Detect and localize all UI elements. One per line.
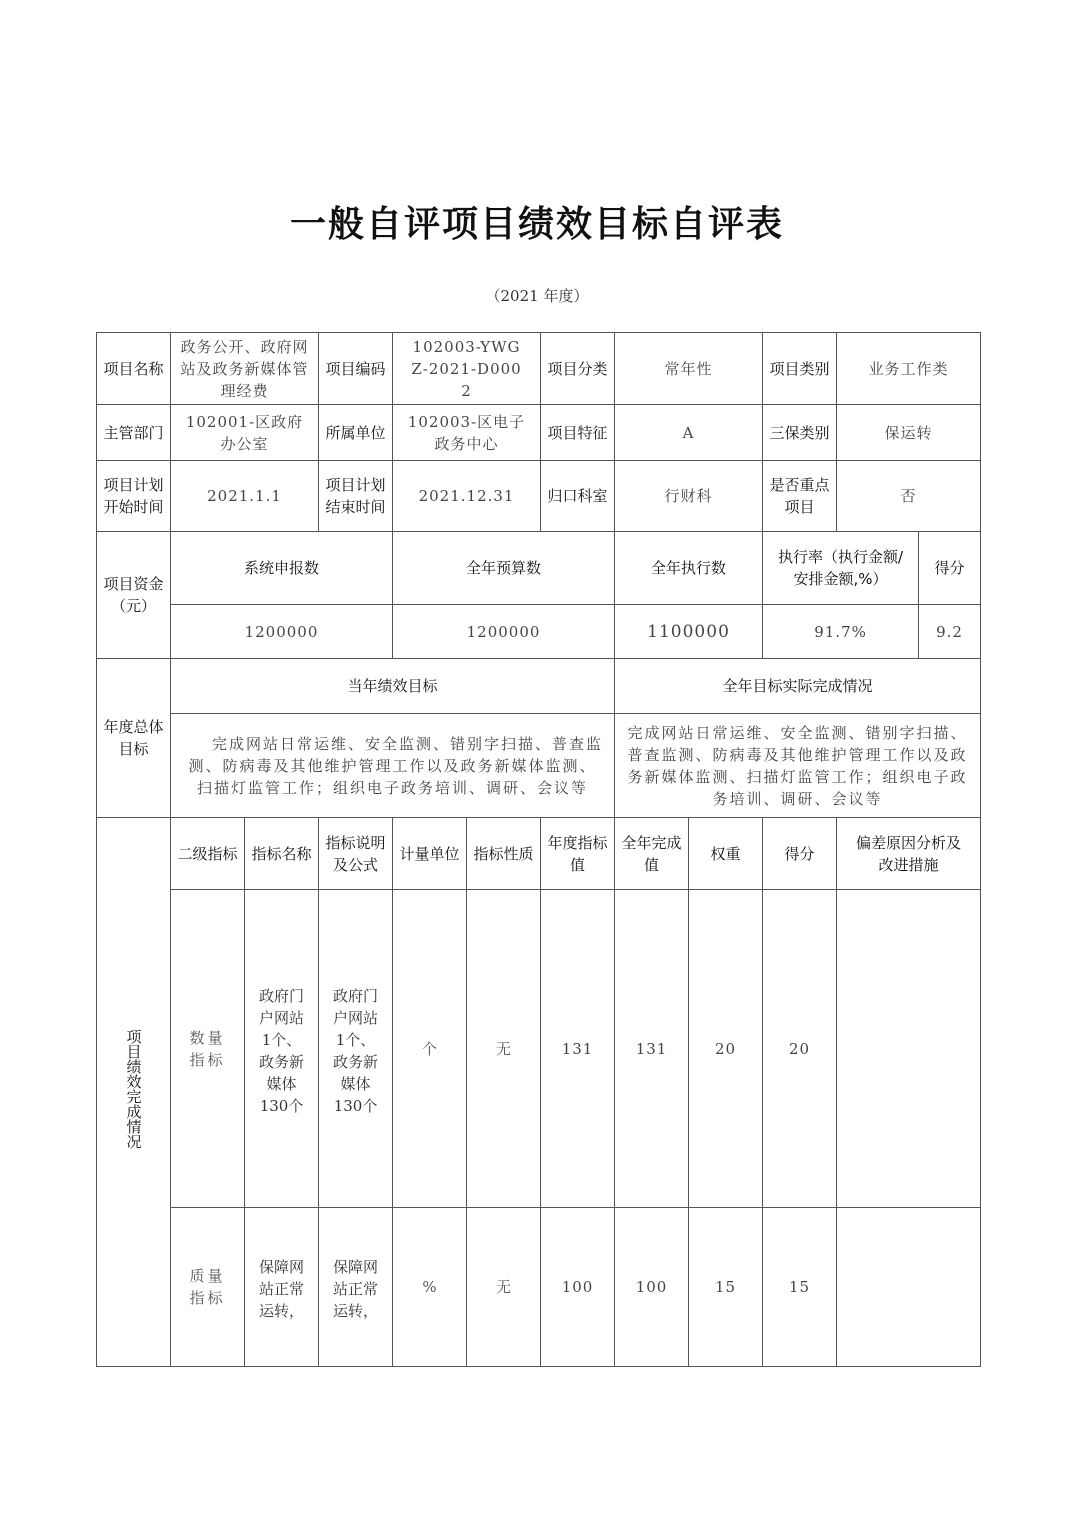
- row-nature: 无: [467, 890, 541, 1208]
- col-header-target: 年度指标值: [541, 818, 615, 890]
- project-name-label: 项目名称: [97, 333, 171, 405]
- row-nature: 无: [467, 1208, 541, 1367]
- row-target: 131: [541, 890, 615, 1208]
- feature-label: 项目特征: [541, 405, 615, 461]
- start-date-label: 项目计划开始时间: [97, 461, 171, 532]
- evaluation-table: [96, 332, 981, 1367]
- col-header-name: 指标名称: [245, 818, 319, 890]
- funds-header-executed: 全年执行数: [615, 532, 763, 605]
- row-indicator-name: 保障网站正常运转，: [245, 1208, 319, 1367]
- end-date-label: 项目计划结束时间: [319, 461, 393, 532]
- unit-value: 102003-区电子政务中心: [393, 405, 541, 461]
- row-level2: 数量指标: [171, 890, 245, 1208]
- actual-text: 完成网站日常运维、安全监测、错别字扫描、普查监测、防病毒及其他维护管理工作以及政务新媒体监测、扫描灯监管工作；组织电子政务培训、调研、会议等: [615, 714, 981, 818]
- info-row-1: [97, 333, 981, 405]
- col-header-actual: 全年完成值: [615, 818, 689, 890]
- row-unit: %: [393, 1208, 467, 1367]
- funds-header-rate: 执行率（执行金额/安排金额,%）: [763, 532, 919, 605]
- office-value: 行财科: [615, 461, 763, 532]
- goal-header-row: [97, 659, 981, 714]
- project-name-value: 政务公开、政府网站及政务新媒体管理经费: [171, 333, 319, 405]
- col-header-level2: 二级指标: [171, 818, 245, 890]
- col-header-unit: 计量单位: [393, 818, 467, 890]
- funds-header-score: 得分: [919, 532, 981, 605]
- office-label: 归口科室: [541, 461, 615, 532]
- funds-header-budget: 全年预算数: [393, 532, 615, 605]
- row-score: 20: [763, 890, 837, 1208]
- table-row: [97, 1208, 981, 1367]
- row-deviation: [837, 890, 981, 1208]
- row-indicator-desc: 保障网站正常运转，: [319, 1208, 393, 1367]
- row-deviation: [837, 1208, 981, 1367]
- row-indicator-desc: 政府门户网站1个、政务新媒体130个: [319, 890, 393, 1208]
- col-header-weight: 权重: [689, 818, 763, 890]
- feature-value: A: [615, 405, 763, 461]
- actual-header: 全年目标实际完成情况: [615, 659, 981, 714]
- project-category-label: 项目类别: [763, 333, 837, 405]
- unit-label: 所属单位: [319, 405, 393, 461]
- funds-budget-value: 1200000: [393, 605, 615, 659]
- page-subtitle: （2021 年度）: [485, 287, 589, 305]
- row-indicator-name: 政府门户网站1个、政务新媒体130个: [245, 890, 319, 1208]
- dept-label: 主管部门: [97, 405, 171, 461]
- project-class-label: 项目分类: [541, 333, 615, 405]
- project-class-value: 常年性: [615, 333, 763, 405]
- funds-executed-value: 1100000: [615, 605, 763, 659]
- three-guarantee-value: 保运转: [837, 405, 981, 461]
- performance-label: [97, 818, 171, 1367]
- row-actual: 100: [615, 1208, 689, 1367]
- row-weight: 15: [689, 1208, 763, 1367]
- three-guarantee-label: 三保类别: [763, 405, 837, 461]
- project-category-value: 业务工作类: [837, 333, 981, 405]
- funds-value-row: [97, 605, 981, 659]
- row-level2: 质量指标: [171, 1208, 245, 1367]
- project-code-value: 102003-YWGZ-2021-D0002: [393, 333, 541, 405]
- col-header-deviation: 偏差原因分析及改进措施: [837, 818, 981, 890]
- row-actual: 131: [615, 890, 689, 1208]
- performance-label-text: 项目绩效完成情况: [124, 1029, 143, 1149]
- page-title: 一般自评项目绩效目标自评表: [289, 204, 784, 245]
- funds-header-row: [97, 532, 981, 605]
- funds-label: 项目资金（元）: [97, 532, 171, 659]
- row-target: 100: [541, 1208, 615, 1367]
- target-header: 当年绩效目标: [171, 659, 615, 714]
- info-row-3: [97, 461, 981, 532]
- col-header-score: 得分: [763, 818, 837, 890]
- row-unit: 个: [393, 890, 467, 1208]
- funds-rate-value: 91.7%: [763, 605, 919, 659]
- key-project-value: 否: [837, 461, 981, 532]
- info-row-2: [97, 405, 981, 461]
- goal-text-row: [97, 714, 981, 818]
- col-header-desc: 指标说明及公式: [319, 818, 393, 890]
- funds-header-declared: 系统申报数: [171, 532, 393, 605]
- target-text: 完成网站日常运维、安全监测、错别字扫描、普查监测、防病毒及其他维护管理工作以及政务新媒体监测、扫描灯监管工作；组织电子政务培训、调研、会议等: [171, 714, 615, 818]
- end-date-value: 2021.12.31: [393, 461, 541, 532]
- funds-declared-value: 1200000: [171, 605, 393, 659]
- dept-value: 102001-区政府办公室: [171, 405, 319, 461]
- performance-header-row: [97, 818, 981, 890]
- project-code-label: 项目编码: [319, 333, 393, 405]
- funds-score-value: 9.2: [919, 605, 981, 659]
- col-header-nature: 指标性质: [467, 818, 541, 890]
- row-score: 15: [763, 1208, 837, 1367]
- row-weight: 20: [689, 890, 763, 1208]
- key-project-label: 是否重点项目: [763, 461, 837, 532]
- start-date-value: 2021.1.1: [171, 461, 319, 532]
- annual-goal-label: 年度总体目标: [97, 659, 171, 818]
- table-row: [97, 890, 981, 1208]
